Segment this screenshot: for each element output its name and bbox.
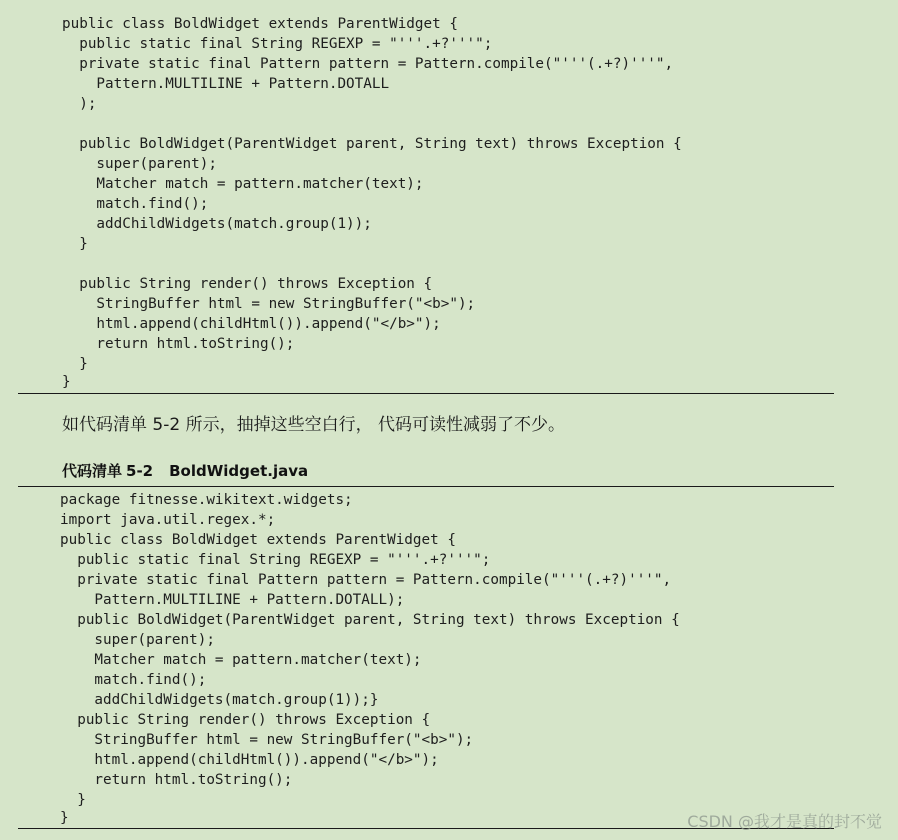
code-line: Matcher match = pattern.matcher(text); bbox=[62, 176, 424, 192]
code-line: } bbox=[62, 236, 88, 252]
code-line: private static final Pattern pattern = Pattern.compile("'''(.+?)'''", bbox=[62, 56, 674, 72]
divider-rule bbox=[18, 486, 834, 487]
code-line: public static final String REGEXP = "'''.+?'''"; bbox=[60, 552, 491, 568]
code-line: } bbox=[60, 810, 69, 826]
code-line: public BoldWidget(ParentWidget parent, String text) throws Exception { bbox=[60, 612, 680, 628]
code-line: super(parent); bbox=[62, 156, 217, 172]
caption-label: 代码清单 bbox=[62, 462, 123, 480]
code-line: public class BoldWidget extends ParentWidget { bbox=[60, 532, 456, 548]
code-line: super(parent); bbox=[60, 632, 215, 648]
code-line: } bbox=[62, 356, 88, 372]
code-line: html.append(childHtml()).append("</b>"); bbox=[62, 316, 441, 332]
code-line: match.find(); bbox=[60, 672, 207, 688]
code-line: html.append(childHtml()).append("</b>"); bbox=[60, 752, 439, 768]
caption-number: 5-2 bbox=[126, 462, 154, 480]
caption-filename: BoldWidget.java bbox=[169, 462, 309, 480]
code-line: package fitnesse.wikitext.widgets; bbox=[60, 492, 353, 508]
code-line: ); bbox=[62, 96, 97, 112]
code-line: public BoldWidget(ParentWidget parent, String text) throws Exception { bbox=[62, 136, 682, 152]
code-line: Pattern.MULTILINE + Pattern.DOTALL); bbox=[60, 592, 405, 608]
code-line: public static final String REGEXP = "'''.+?'''"; bbox=[62, 36, 493, 52]
code-line: Pattern.MULTILINE + Pattern.DOTALL bbox=[62, 76, 390, 92]
code-line: StringBuffer html = new StringBuffer("<b>"); bbox=[62, 296, 476, 312]
code-line: public String render() throws Exception { bbox=[60, 712, 431, 728]
body-paragraph: 如代码清单 5-2 所示，抽掉这些空白行， 代码可读性减弱了不少。 bbox=[62, 415, 565, 435]
divider-rule bbox=[18, 393, 834, 394]
code-line: } bbox=[60, 792, 86, 808]
code-line: import java.util.regex.*; bbox=[60, 512, 276, 528]
code-line: Matcher match = pattern.matcher(text); bbox=[60, 652, 422, 668]
listing-caption bbox=[62, 460, 308, 481]
code-line: private static final Pattern pattern = Pattern.compile("'''(.+?)'''", bbox=[60, 572, 672, 588]
code-line: } bbox=[62, 374, 71, 390]
code-line: return html.toString(); bbox=[60, 772, 293, 788]
code-line: return html.toString(); bbox=[62, 336, 295, 352]
code-line: addChildWidgets(match.group(1)); bbox=[62, 216, 372, 232]
code-line: public String render() throws Exception { bbox=[62, 276, 433, 292]
code-line: public class BoldWidget extends ParentWidget { bbox=[62, 16, 458, 32]
code-line: match.find(); bbox=[62, 196, 209, 212]
watermark: CSDN @我才是真的封不觉 bbox=[687, 812, 882, 831]
code-line: StringBuffer html = new StringBuffer("<b>"); bbox=[60, 732, 474, 748]
code-line: addChildWidgets(match.group(1));} bbox=[60, 692, 379, 708]
